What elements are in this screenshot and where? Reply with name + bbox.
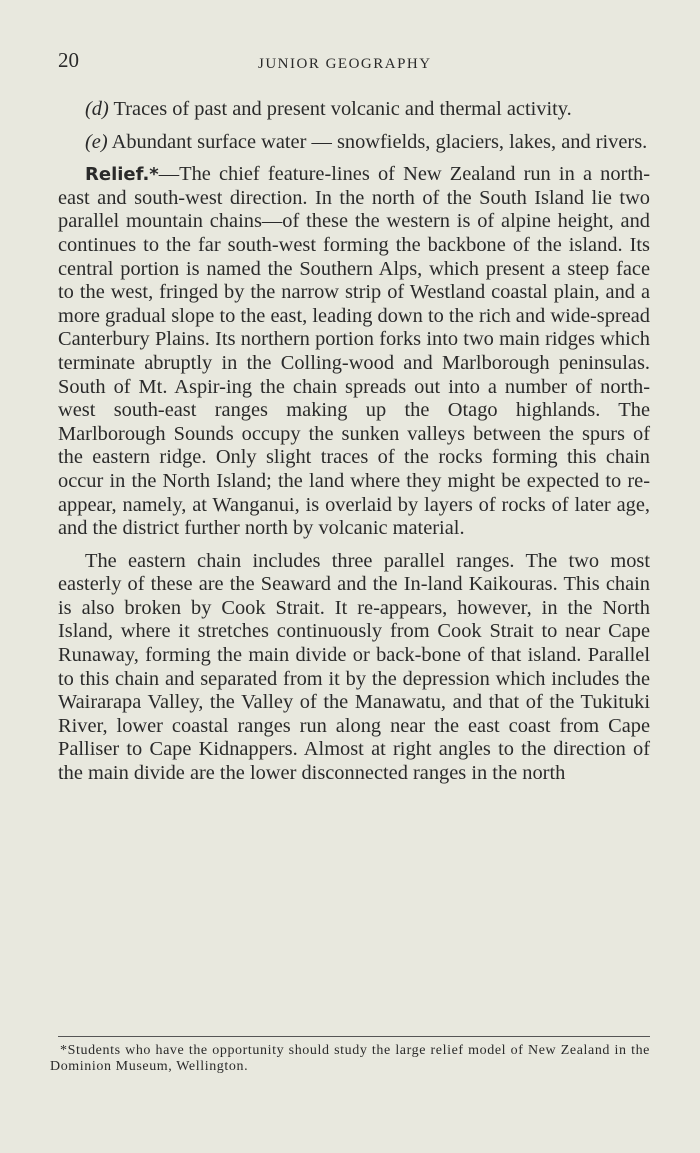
relief-text: —The chief feature-lines of New Zealand run in a north-east and south-west direction. In the north of the South Island lie two parallel mountain chains—of these the western is of alpine height, and continues to the far south-west forming the backbone of the island. Its central portion is named the Southern Alps, which present a steep face to the west, fringed by the narrow strip of Westland coastal plain, and a more gradual slope to the east, leading down to the rich and wide-spread Canterbury Plains. Its northern portion forks into two main ridges which terminate abruptly in the Colling-wood and Marlborough peninsulas. South of Mt. Aspir-ing the chain spreads out into a number of north-west south-east ranges making up the Otago highlands. The Marlborough Sounds occupy the sunken valleys between the spurs of the eastern ridge. Only slight traces of the rocks forming this chain occur in the North Island; the land where they might be expected to re-appear, namely, at Wanganui, is overlaid by layers of rocks of later age, and the district further north by volcanic material. <box>58 163 650 540</box>
relief-heading: Relief.* <box>85 164 159 186</box>
eastern-chain-paragraph <box>58 550 650 786</box>
footnote-rule <box>58 1036 650 1037</box>
footnote: *Students who have the opportunity should study the large relief model of New Zealand in the Dominion Museum, Wellington. <box>50 1043 650 1074</box>
running-head: JUNIOR GEOGRAPHY <box>258 56 432 72</box>
page-body <box>58 98 650 795</box>
list-item-e <box>58 131 650 155</box>
relief-paragraph <box>58 163 650 541</box>
list-item-e-text: Abundant surface water — snowfields, glaciers, lakes, and rivers. <box>107 130 648 153</box>
eastern-chain-text: The eastern chain includes three parallel ranges. The two most easterly of these are the Seaward and the In-land Kaikouras. This chain is also broken by Cook Strait. It re-appears, however, in the North Island, where it stretches continuously from Cook Strait to near Cape Runaway, forming the main divide or back-bone of that island. Parallel to this chain and separated from it by the depression which includes the Wairarapa Valley, the Valley of the Manawatu, and that of the Tukituki River, lower coastal ranges run along near the east coast from Cape Palliser to Cape Kidnappers. Almost at right angles to the direction of the main divide are the lower disconnected ranges in the north <box>58 549 650 785</box>
page-header <box>58 48 650 78</box>
list-item-d-label: (d) <box>85 98 109 120</box>
list-item-d-text: Traces of past and present volcanic and thermal activity. <box>108 98 572 120</box>
list-item-e-label: (e) <box>85 130 108 153</box>
page-number: 20 <box>58 48 79 72</box>
list-item-d <box>58 98 650 122</box>
